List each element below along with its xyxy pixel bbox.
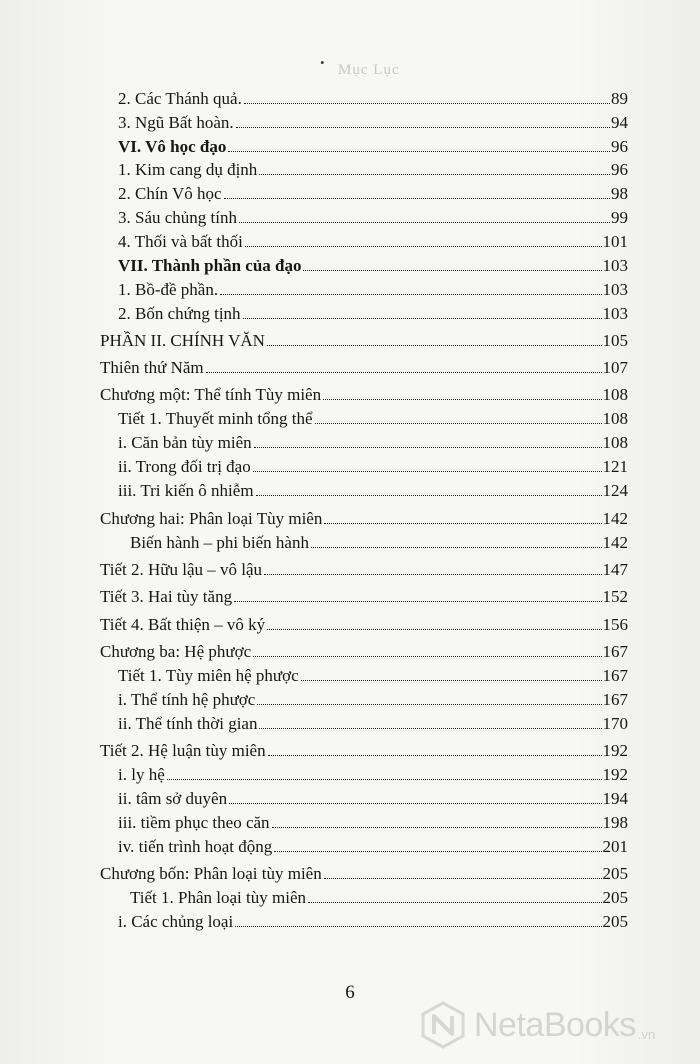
dot-leader: [259, 174, 610, 175]
dot-leader: [234, 601, 601, 602]
toc-entry-title: ii. tâm sở duyên: [118, 789, 228, 808]
toc-entry-page: 156: [602, 615, 628, 634]
toc-entry: [118, 183, 628, 205]
watermark: [418, 1000, 655, 1050]
dot-leader: [167, 779, 602, 780]
toc-entry-page: 99: [611, 208, 628, 227]
dot-leader: [253, 656, 601, 657]
toc-entry-title: iii. Tri kiến ô nhiễm: [118, 481, 254, 500]
dot-leader: [257, 704, 601, 705]
dot-leader: [235, 926, 601, 927]
toc-entry-page: 108: [602, 433, 628, 452]
toc-entry: [118, 911, 628, 933]
dot-leader: [220, 294, 601, 295]
toc-entry-page: 167: [602, 642, 628, 661]
toc-entry-page: 89: [611, 89, 628, 108]
toc-entry-title: VI. Vô học đạo: [118, 137, 227, 156]
toc-entry-title: VII. Thành phần của đạo: [118, 256, 302, 275]
toc-entry-page: 108: [602, 409, 628, 428]
dot-leader: [267, 629, 601, 630]
toc-entry: [118, 665, 628, 687]
toc-entry-title: Chương bốn: Phân loại tùy miên: [100, 864, 322, 883]
toc-entry-page: 94: [611, 113, 628, 132]
toc-entry-page: 108: [602, 385, 628, 404]
toc-entry-page: 103: [602, 304, 628, 323]
header-mark: •: [320, 55, 325, 70]
toc-entry-title: 2. Các Thánh quả.: [118, 89, 242, 108]
toc-entry: [118, 812, 628, 834]
dot-leader: [303, 270, 601, 271]
toc-entry-page: 105: [602, 331, 628, 350]
toc-entry-title: Chương ba: Hệ phược: [100, 642, 252, 661]
toc-entry-page: 96: [611, 137, 628, 156]
dot-leader: [324, 523, 601, 524]
toc-entry-title: i. Các chủng loại: [118, 912, 234, 931]
dot-leader: [239, 222, 610, 223]
toc-entry: [100, 740, 628, 762]
toc-entry-page: 192: [602, 765, 628, 784]
toc-entry-title: Tiết 1. Tùy miên hệ phược: [118, 666, 299, 685]
dot-leader: [259, 728, 601, 729]
toc-entry-title: Tiết 1. Thuyết minh tổng thể: [118, 409, 313, 428]
toc-entry: [118, 88, 628, 110]
toc-entry-page: 194: [602, 789, 628, 808]
toc-entry: [118, 207, 628, 229]
toc-entry: [118, 836, 628, 858]
dot-leader: [323, 399, 601, 400]
toc-entry-title: ii. Thể tính thời gian: [118, 714, 258, 733]
dot-leader: [243, 318, 602, 319]
toc-entry: [100, 641, 628, 663]
toc-entry: [100, 559, 628, 581]
toc-entry: [118, 480, 628, 502]
toc-entry-page: 192: [602, 741, 628, 760]
toc-entry-title: iii. tiềm phục theo căn: [118, 813, 270, 832]
toc-entry-title: Tiết 3. Hai tùy tăng: [100, 587, 233, 606]
toc-entry-title: iv. tiến trình hoạt động: [118, 837, 273, 856]
toc-entry: [100, 586, 628, 608]
dot-leader: [244, 103, 610, 104]
toc-entry-page: 103: [602, 256, 628, 275]
dot-leader: [274, 851, 601, 852]
toc-entry: [100, 863, 628, 885]
toc-entry-page: 205: [602, 912, 628, 931]
toc-entry-title: 3. Ngũ Bất hoàn.: [118, 113, 234, 132]
toc-entry: [118, 159, 628, 181]
toc-entry-title: Biến hành – phi biến hành: [130, 533, 309, 552]
toc-entry-page: 96: [611, 160, 628, 179]
toc-entry-title: 2. Chín Vô học: [118, 184, 222, 203]
dot-leader: [264, 574, 601, 575]
toc-entry: [118, 456, 628, 478]
toc-entry-page: 142: [602, 509, 628, 528]
toc-entry-page: 198: [602, 813, 628, 832]
dot-leader: [267, 345, 602, 346]
dot-leader: [228, 151, 610, 152]
toc-entry-title: 3. Sáu chủng tính: [118, 208, 237, 227]
watermark-suffix: .vn: [637, 1027, 656, 1042]
dot-leader: [268, 755, 602, 756]
toc-entry: [100, 508, 628, 530]
dot-leader: [256, 495, 602, 496]
dot-leader: [245, 246, 602, 247]
toc-entry-page: 121: [602, 457, 628, 476]
dot-leader: [308, 902, 602, 903]
toc-entry-page: 205: [602, 888, 628, 907]
dot-leader: [253, 471, 602, 472]
toc-entry-page: 103: [602, 280, 628, 299]
toc-entry: [118, 303, 628, 325]
dot-leader: [301, 680, 602, 681]
toc-entry: [100, 357, 628, 379]
toc-entry-title: Tiết 2. Hữu lậu – vô lậu: [100, 560, 263, 579]
toc-entry: [118, 408, 628, 430]
toc-entry: [100, 614, 628, 636]
toc-entry: [118, 788, 628, 810]
toc-entry: [100, 330, 628, 352]
toc-entry-title: 1. Kim cang dụ định: [118, 160, 258, 179]
toc-entry-page: 147: [602, 560, 628, 579]
toc-entry: [118, 231, 628, 253]
watermark-brand: NetaBooks: [474, 1005, 636, 1044]
netabooks-logo-icon: [418, 1000, 468, 1050]
dot-leader: [236, 127, 610, 128]
dot-leader: [229, 803, 601, 804]
toc-entry-title: i. ly hệ: [118, 765, 165, 784]
toc-entry: [130, 532, 628, 554]
dot-leader: [224, 198, 610, 199]
toc-entry-title: Tiết 1. Phân loại tùy miên: [130, 888, 306, 907]
toc-entry: [118, 136, 628, 158]
toc-entry-title: Tiết 4. Bất thiện – vô ký: [100, 615, 266, 634]
toc-entry: [118, 689, 628, 711]
toc-entry: [118, 713, 628, 735]
toc-entry-title: Chương một: Thể tính Tùy miên: [100, 385, 322, 404]
toc-entry-title: PHẦN II. CHÍNH VĂN: [100, 331, 265, 350]
toc-entry-title: 2. Bốn chứng tịnh: [118, 304, 241, 323]
toc-entry-title: Thiên thứ Năm: [100, 358, 204, 377]
toc-entry: [130, 887, 628, 909]
toc-entry-page: 98: [611, 184, 628, 203]
dot-leader: [311, 547, 602, 548]
toc-entry-page: 152: [602, 587, 628, 606]
toc-entry-page: 124: [602, 481, 628, 500]
toc-entry: [100, 384, 628, 406]
toc-entry-page: 101: [602, 232, 628, 251]
toc-entry-page: 205: [602, 864, 628, 883]
toc-entry: [118, 255, 628, 277]
toc-entry-title: i. Căn bản tùy miên: [118, 433, 252, 452]
toc-entry-title: ii. Trong đối trị đạo: [118, 457, 251, 476]
toc-entry-page: 142: [602, 533, 628, 552]
toc-entry-page: 201: [602, 837, 628, 856]
toc-entry-page: 167: [602, 690, 628, 709]
toc-entry-page: 170: [602, 714, 628, 733]
toc-entry-title: 4. Thối và bất thối: [118, 232, 243, 251]
toc-entry: [118, 432, 628, 454]
toc-entry-page: 107: [602, 358, 628, 377]
dot-leader: [206, 372, 602, 373]
toc-entry: [118, 764, 628, 786]
toc-entry-title: i. Thể tính hệ phược: [118, 690, 256, 709]
dot-leader: [324, 878, 602, 879]
toc-entry-page: 167: [602, 666, 628, 685]
toc-entry: [118, 112, 628, 134]
toc-entry: [118, 279, 628, 301]
dot-leader: [254, 447, 602, 448]
dot-leader: [272, 827, 602, 828]
page-number: 6: [345, 982, 355, 1003]
toc-entry-title: Chương hai: Phân loại Tùy miên: [100, 509, 323, 528]
bleed-through-header: Mục Lục: [338, 62, 400, 78]
dot-leader: [315, 423, 602, 424]
toc-entry-title: 1. Bồ-đề phần.: [118, 280, 219, 299]
toc-entry-title: Tiết 2. Hệ luận tùy miên: [100, 741, 266, 760]
